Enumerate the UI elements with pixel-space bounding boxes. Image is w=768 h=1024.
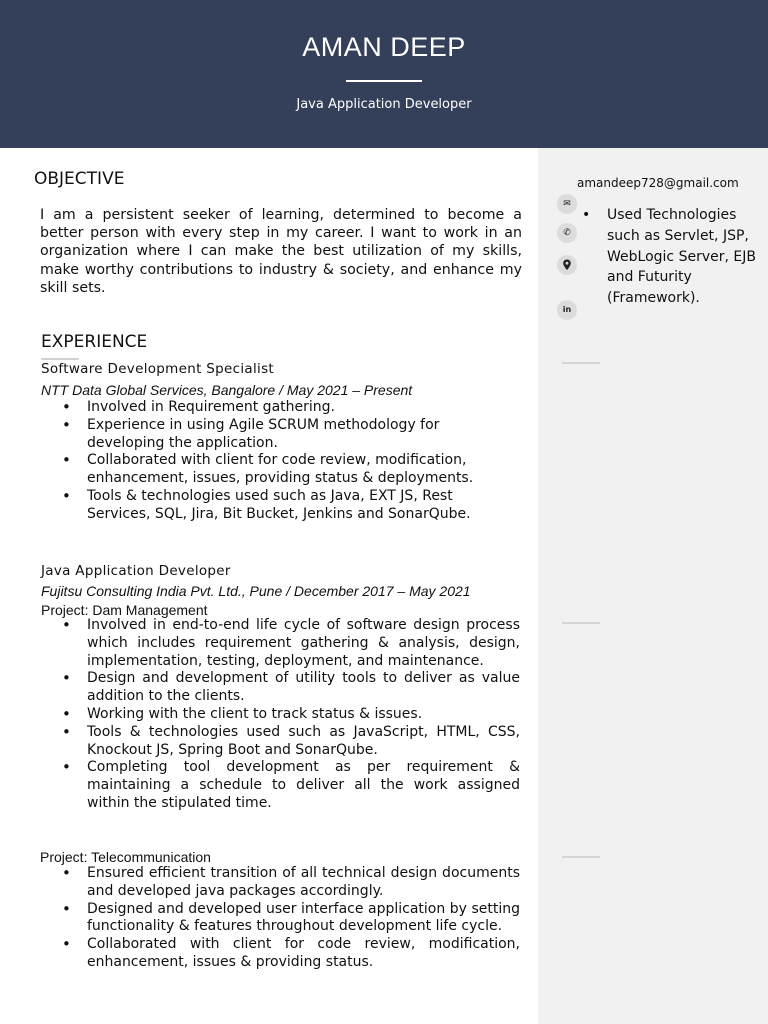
project-bullet-list — [62, 865, 520, 972]
company-line: NTT Data Global Services, Bangalore / May 2021 – Present — [41, 382, 413, 398]
job-title: Software Development Specialist — [41, 361, 274, 377]
company-line: Fujitsu Consulting India Pvt. Ltd., Pune / December 2017 – May 2021 — [41, 583, 471, 599]
project-name: Project: Telecommunication — [40, 849, 211, 865]
job-bullet-list — [62, 399, 482, 524]
objective-text: I am a persistent seeker of learning, determined to become a better person with every step in my career. I want to work in an organization where I can make the best utilization of my skills, make worthy contributions to industry & society, and enhance my skill sets. — [40, 207, 522, 296]
project-name: Project: Dam Management — [41, 602, 208, 618]
sidebar-bullet: • Used Technologies such as Servlet, JSP, WebLogic Server, EJB and Futurity (Framework). — [582, 205, 768, 309]
list-item: • Collaborated with client for code review, modification, enhancement, issues & providing status. — [62, 936, 520, 972]
list-item: • Experience in using Agile SCRUM methodology for developing the application. — [62, 417, 482, 453]
resume-header — [0, 0, 768, 148]
objective-heading: OBJECTIVE — [34, 169, 125, 189]
list-item: • Designed and developed user interface application by setting functionality & features throughout development life cycle. — [62, 901, 520, 937]
list-item: • Tools & technologies used such as Java, EXT JS, Rest Services, SQL, Jira, Bit Bucket, Jenkins and SonarQube. — [62, 488, 482, 524]
list-item: • Completing tool development as per requirement & maintaining a schedule to deliver all the work assigned within the stipulated time. — [62, 759, 520, 812]
list-item: • Ensured efficient transition of all technical design documents and developed java packages accordingly. — [62, 865, 520, 901]
list-item: • Tools & technologies used such as JavaScript, HTML, CSS, Knockout JS, Spring Boot and SonarQube. — [62, 724, 520, 760]
list-item: • Collaborated with client for code review, modification, enhancement, issues, providing status & deployments. — [62, 452, 482, 488]
job-title: Java Application Developer — [41, 563, 231, 579]
linkedin-icon[interactable]: in — [557, 300, 577, 320]
mail-icon[interactable]: ✉ — [557, 194, 577, 214]
candidate-role: Java Application Developer — [296, 97, 472, 112]
sidebar-divider — [562, 362, 600, 364]
experience-divider — [41, 358, 79, 360]
location-pin-icon[interactable] — [557, 255, 577, 275]
phone-icon[interactable]: ✆ — [557, 223, 577, 243]
sidebar-bullet-list — [582, 205, 768, 309]
email-address[interactable]: amandeep728@gmail.com — [577, 176, 739, 190]
candidate-name: AMAN DEEP — [302, 32, 466, 62]
sidebar-divider — [562, 622, 600, 624]
experience-heading: EXPERIENCE — [41, 332, 148, 352]
list-item: • Involved in end-to-end life cycle of software design process which includes requirement gathering & analysis, design, implementation, testing, deployment, and maintenance. — [62, 617, 520, 670]
list-item: • Involved in Requirement gathering. — [62, 399, 482, 417]
project-bullet-list — [62, 617, 520, 813]
list-item: • Design and development of utility tools to deliver as value addition to the clients. — [62, 670, 520, 706]
sidebar-divider — [562, 856, 600, 858]
list-item: • Working with the client to track status & issues. — [62, 706, 520, 724]
name-underline — [346, 80, 422, 82]
